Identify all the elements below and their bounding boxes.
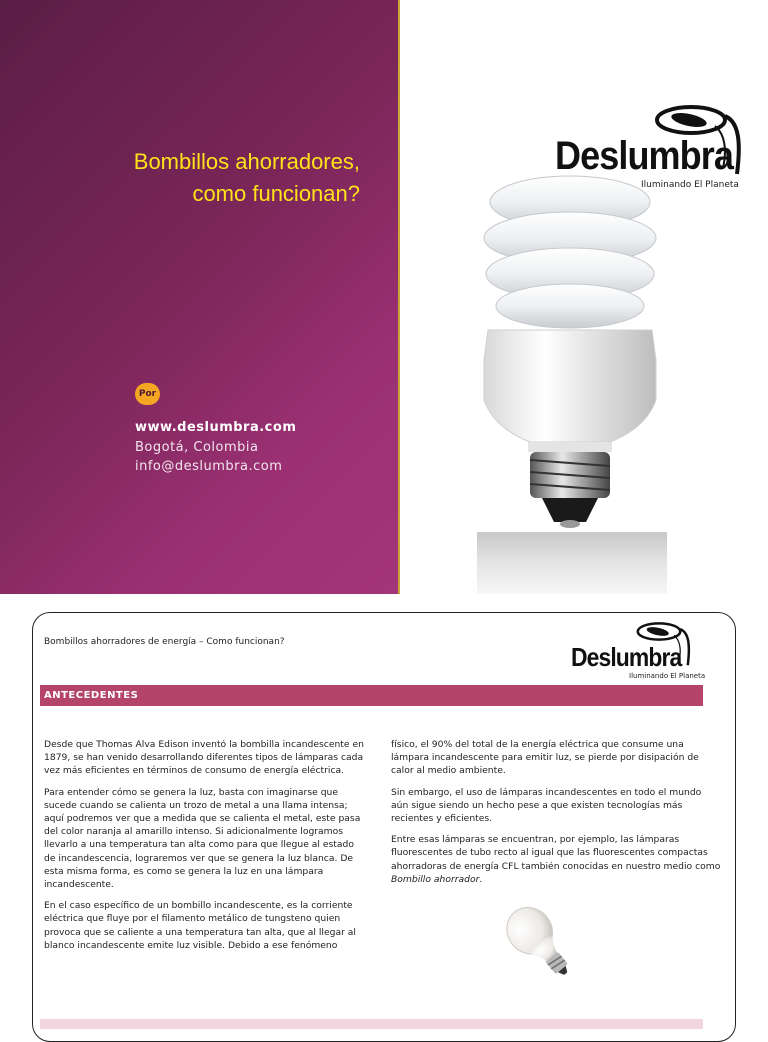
paragraph-period: . bbox=[479, 873, 483, 885]
section-heading-antecedentes: ANTECEDENTES bbox=[40, 685, 703, 706]
cover-contact bbox=[135, 418, 296, 477]
city-text: Bogotá, Colombia bbox=[135, 439, 259, 455]
website-link[interactable]: www.deslumbra.com bbox=[135, 420, 297, 435]
paragraph: físico, el 90% del total de la energía eléctrica que consume una lámpara incandescente para emitir luz, se pierde por disipación de calor al medio ambiente. bbox=[391, 739, 699, 777]
paragraph: Para entender cómo se genera la luz, basta con imaginarse que sucede cuando se calienta un trozo de metal a una llama intensa; aquí podremos ver que a medida que se calienta el metal, este pasa del color naranja al amarillo intenso. Si adicionalmente logramos llevarlo a una temperatura tan alta como para que llegue al estado de incandescencia, lograremos ver que se genera la luz blanca. De esta misma forma, es como se genera la luz en una lámpara incandescente. bbox=[44, 786, 361, 891]
paragraph bbox=[391, 833, 721, 886]
email-link[interactable]: info@deslumbra.com bbox=[135, 459, 283, 474]
paragraph: En el caso específico de un bombillo incandescente, es la corriente eléctrica que fluye por el filamento metálico de tungsteno quien provoca que se caliente a una temperatura tan alta, que al llegar al blanco incandescente emite luz visible. Debido a ese fenómeno bbox=[44, 900, 356, 951]
next-section-bar bbox=[40, 1019, 703, 1029]
brand-name-small: Deslumbra bbox=[571, 642, 682, 672]
incandescent-bulb-image-icon bbox=[495, 901, 585, 986]
brand-name: Deslumbra bbox=[555, 134, 733, 178]
deslumbra-logo-small bbox=[571, 619, 706, 685]
right-column bbox=[391, 738, 721, 894]
bulb-reflection bbox=[477, 532, 667, 594]
cover-title bbox=[20, 146, 360, 210]
doc-title: Bombillos ahorradores de energía – Como funcionan? bbox=[44, 637, 285, 647]
left-column bbox=[44, 738, 364, 960]
cover-purple-panel bbox=[0, 0, 400, 594]
document-page bbox=[32, 612, 736, 1042]
paragraph-italic-term: Bombillo ahorrador bbox=[391, 873, 480, 885]
paragraph: Sin embargo, el uso de lámparas incandescentes en todo el mundo aún sigue siendo un hecho pese a que existen tecnologías más recientes y eficientes. bbox=[391, 786, 702, 825]
brand-tagline: Iluminando El Planeta bbox=[641, 180, 739, 190]
paragraph: Desde que Thomas Alva Edison inventó la bombilla incandescente en 1879, se han venido desarrollando diferentes tipos de lámparas cada vez más eficientes en términos de consumo de energía eléctrica. bbox=[44, 739, 364, 777]
cover-title-line1: Bombillos ahorradores, bbox=[133, 149, 360, 174]
cfl-bulb-image-icon bbox=[470, 160, 670, 535]
cover-title-line2: como funcionan? bbox=[192, 181, 360, 206]
paragraph-text: Entre esas lámparas se encuentran, por ejemplo, las lámparas fluorescentes de tubo recto al igual que las fluorescentes compactas ahorradoras de energía CFL también conocidas en nuestro medio como bbox=[391, 834, 721, 872]
brand-tagline-small: Iluminando El Planeta bbox=[629, 672, 706, 680]
por-badge: Por bbox=[135, 383, 160, 405]
